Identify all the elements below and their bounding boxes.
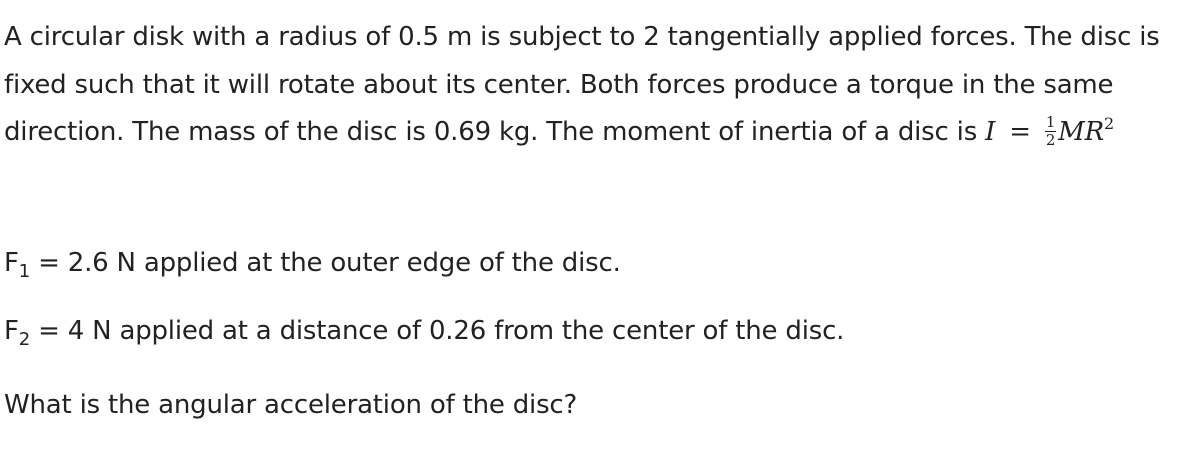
formula-rhs: MR [1058,117,1104,147]
formula-fraction [1045,112,1056,149]
question-line: What is the angular acceleration of the disc? [4,390,578,420]
fraction-denominator: 2 [1045,130,1056,149]
problem-statement [4,14,1194,157]
problem-paragraph [4,14,1194,157]
problem-intro: A circular disk with a radius of 0.5 m is subject to 2 tangentially applied forces. The disc is fixed such that it will rotate about its center. Both forces produce a torque in the same direction. The mass of the disc is 0.69 kg. The moment of inertia of a disc is [4,22,1160,147]
force-1-text: = 2.6 N applied at the outer edge of the disc. [30,248,621,278]
fraction-numerator: 1 [1045,112,1056,131]
inertia-formula [985,112,1114,149]
force-2-text: = 4 N applied at a distance of 0.26 from the center of the disc. [30,316,845,346]
formula-lhs: I [985,117,996,147]
force-2-label: F [4,316,19,346]
formula-exponent: 2 [1103,114,1114,133]
force-2-subscript: 2 [18,329,31,350]
formula-equals: = [1009,117,1031,147]
force-1-label: F [4,248,19,278]
force-1-line [4,240,621,288]
force-2-line [4,308,844,356]
force-1-subscript: 1 [18,261,31,282]
